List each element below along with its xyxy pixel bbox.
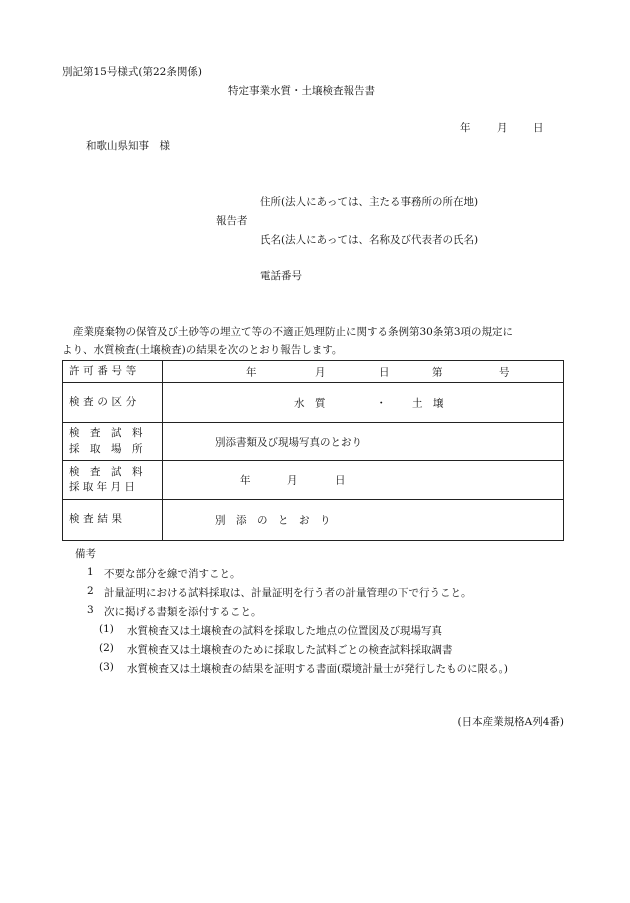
reporter-address: 住所(法人にあっては、主たる事務所の所在地) bbox=[260, 196, 479, 208]
note-2-number: 2 bbox=[87, 585, 94, 597]
permit-label-cell bbox=[63, 361, 163, 383]
subnote-3-text: 水質検査又は土壌検査の結果を証明する書面(環境計量士が発行したものに限る。) bbox=[127, 663, 508, 675]
subnote-1-text: 水質検査又は土壌検査の試料を採取した地点の位置図及び現場写真 bbox=[127, 625, 442, 637]
sampling-site-value-cell bbox=[163, 423, 564, 461]
form-id: 別記第15号様式(第22条関係) bbox=[62, 66, 202, 78]
paper-size-note: (日本産業規格A列4番) bbox=[457, 716, 564, 728]
sampling-year: 年 bbox=[240, 474, 251, 487]
document-title: 特定事業水質・土壌検査報告書 bbox=[228, 85, 375, 97]
table-row-sampling-site bbox=[63, 423, 564, 461]
sampling-month: 月 bbox=[287, 474, 298, 487]
table-row-permit bbox=[63, 361, 564, 383]
permit-month: 月 bbox=[315, 366, 326, 378]
subnote-1-number: (1) bbox=[99, 623, 114, 635]
sampling-date-label-line1: 検 査 試 料 bbox=[69, 465, 143, 478]
sampling-site-value: 別添書類及び現場写真のとおり bbox=[215, 436, 362, 448]
intro-line-1: 産業廃棄物の保管及び土砂等の埋立て等の不適正処理防止に関する条例第30条第3項の規定に bbox=[73, 326, 514, 338]
sampling-site-label-line2: 採 取 場 所 bbox=[69, 442, 143, 455]
report-table bbox=[62, 360, 564, 541]
addressee: 和歌山県知事 様 bbox=[86, 140, 170, 152]
subnote-2-text: 水質検査又は土壌検査のために採取した試料ごとの検査試料採取調書 bbox=[127, 644, 453, 656]
category-label: 検査の区分 bbox=[69, 395, 140, 408]
sampling-date-value-cell bbox=[163, 461, 564, 500]
permit-label: 許可番号等 bbox=[69, 364, 140, 377]
reporter-name: 氏名(法人にあっては、名称及び代表者の氏名) bbox=[260, 234, 479, 246]
result-value-cell bbox=[163, 500, 564, 541]
table-row-sampling-date bbox=[63, 461, 564, 500]
reporter-phone: 電話番号 bbox=[260, 270, 302, 282]
note-3-text: 次に掲げる書類を添付すること。 bbox=[104, 606, 262, 618]
date-year: 年 bbox=[460, 122, 471, 134]
category-separator: ・ bbox=[376, 397, 387, 409]
reporter-label: 報告者 bbox=[216, 215, 248, 227]
table-row-result bbox=[63, 500, 564, 541]
permit-value-cell bbox=[163, 361, 564, 383]
permit-dai: 第 bbox=[432, 366, 443, 378]
result-label-cell bbox=[63, 500, 163, 541]
sampling-day: 日 bbox=[335, 474, 346, 487]
date-day: 日 bbox=[533, 122, 544, 134]
note-1-number: 1 bbox=[87, 566, 94, 578]
note-2-text: 計量証明における試料採取は、計量証明を行う者の計量管理の下で行うこと。 bbox=[104, 587, 472, 599]
category-label-cell bbox=[63, 383, 163, 423]
sampling-site-label-cell bbox=[63, 423, 163, 461]
category-value-cell bbox=[163, 383, 564, 423]
category-water: 水 質 bbox=[294, 397, 326, 409]
sampling-site-label-line1: 検 査 試 料 bbox=[69, 427, 143, 440]
table-row-category bbox=[63, 383, 564, 423]
permit-go: 号 bbox=[499, 366, 510, 378]
notes-heading: 備考 bbox=[75, 548, 96, 560]
result-value: 別 添 の と お り bbox=[215, 514, 331, 527]
permit-day: 日 bbox=[379, 366, 390, 378]
subnote-2-number: (2) bbox=[99, 642, 114, 654]
subnote-3-number: (3) bbox=[99, 661, 114, 673]
category-soil: 土 壌 bbox=[412, 397, 444, 409]
date-month: 月 bbox=[497, 122, 508, 134]
sampling-date-label-line2: 採 取 年 月 日 bbox=[69, 481, 135, 493]
intro-line-2: より、水質検査(土壌検査)の結果を次のとおり報告します。 bbox=[62, 344, 343, 356]
note-3-number: 3 bbox=[87, 604, 94, 616]
sampling-date-label-cell bbox=[63, 461, 163, 500]
note-1-text: 不要な部分を線で消すこと。 bbox=[104, 568, 241, 580]
permit-year: 年 bbox=[246, 366, 257, 378]
result-label: 検査結果 bbox=[69, 513, 126, 526]
